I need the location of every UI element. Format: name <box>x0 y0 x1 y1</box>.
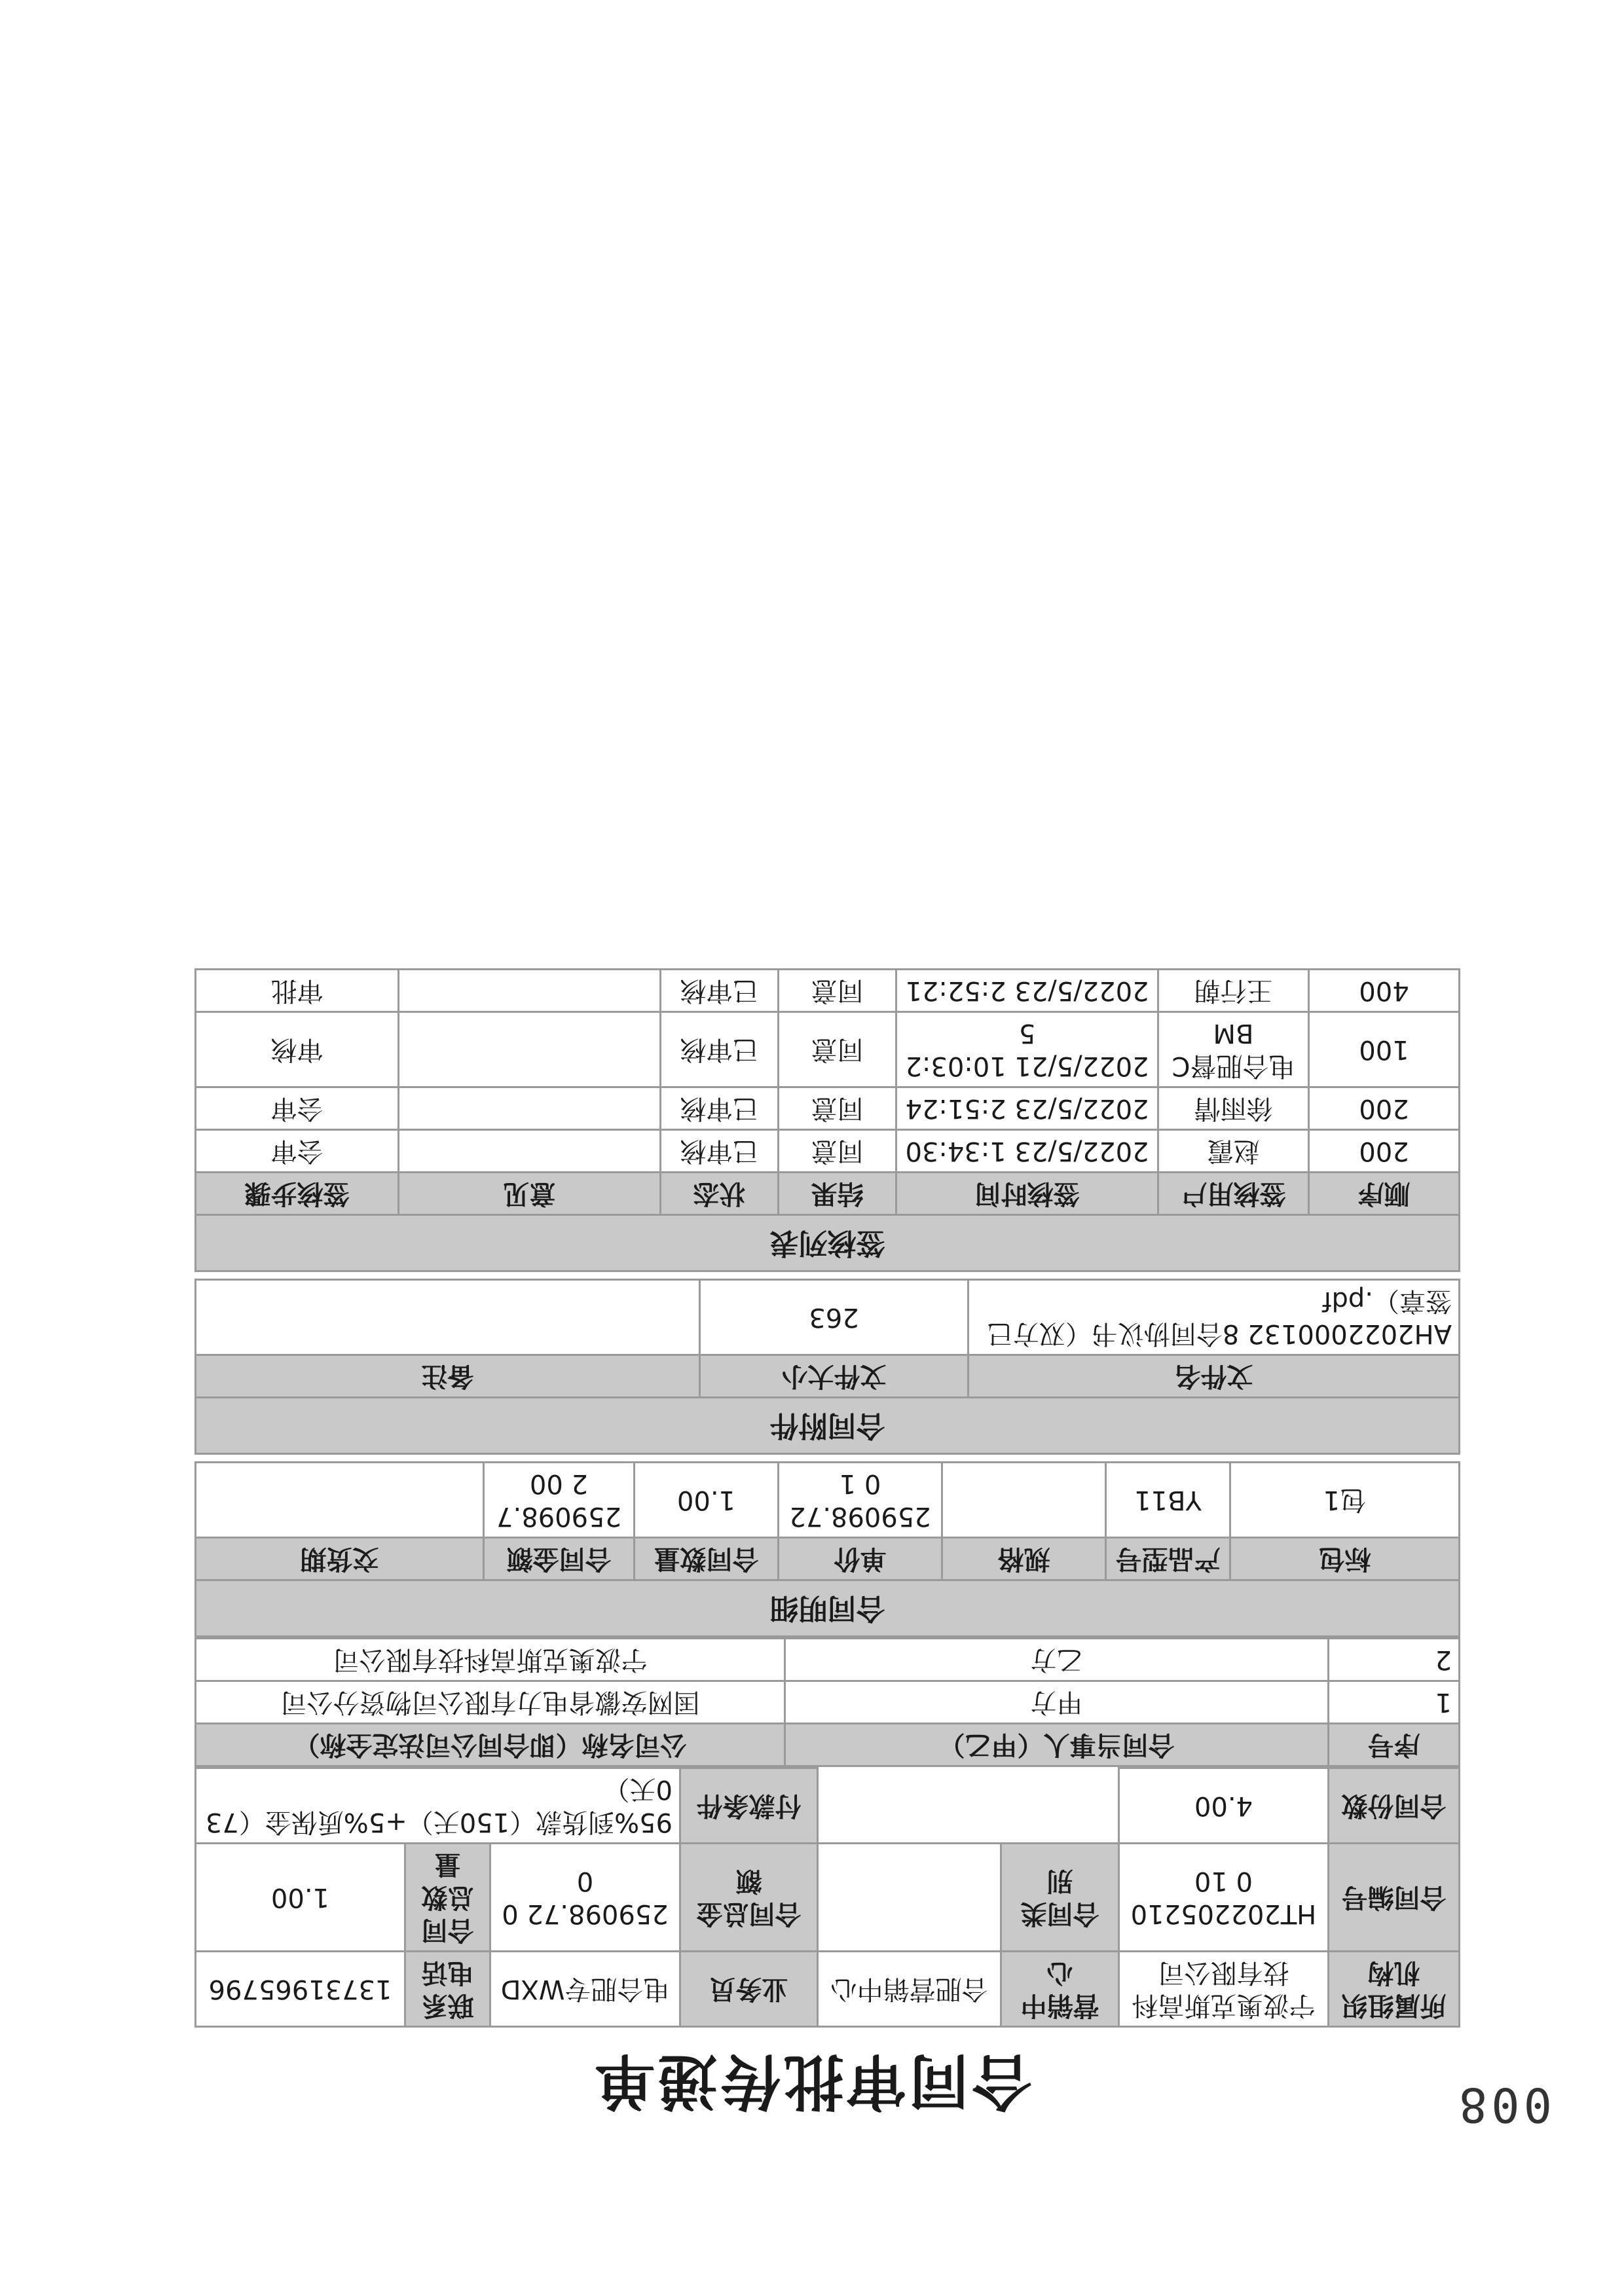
approval-order: 200 <box>1309 1087 1460 1130</box>
details-header-delivery: 交货期 <box>195 1538 483 1580</box>
table-row <box>195 1280 1459 1355</box>
header-row-2 <box>196 1844 1460 1952</box>
copies-value: 4.00 <box>1119 1768 1329 1844</box>
approvals-header-user: 签核用户 <box>1158 1173 1309 1215</box>
attachments-header-name: 文件名 <box>969 1355 1460 1398</box>
attachments-section-title: 合同附件 <box>195 1398 1459 1454</box>
table-row <box>196 1681 1460 1724</box>
approval-user: 王行朝 <box>1158 970 1309 1012</box>
details-section-row <box>195 1580 1459 1637</box>
approval-order: 400 <box>1309 970 1460 1012</box>
total-qty-value: 1.00 <box>196 1844 405 1952</box>
phone-label: 联系电话 <box>405 1952 490 2027</box>
contract-type-value <box>818 1844 1001 1952</box>
table-row <box>195 1012 1459 1087</box>
details-header-lot: 标包 <box>1230 1538 1460 1580</box>
parties-header-role: 合同当事人（甲乙） <box>785 1724 1329 1766</box>
total-amount-label: 合同总金额 <box>680 1844 818 1952</box>
total-qty-label: 合同总数量 <box>405 1844 490 1952</box>
party-no: 2 <box>1329 1639 1460 1681</box>
header-table <box>194 1767 1460 2028</box>
approval-user: 徐雨情 <box>1158 1087 1309 1130</box>
approval-opinion <box>399 970 661 1012</box>
details-header-price: 单价 <box>779 1538 942 1580</box>
details-header-model: 产品型号 <box>1106 1538 1230 1580</box>
contract-no-label: 合同编号 <box>1329 1844 1460 1952</box>
approval-result: 同意 <box>779 970 896 1012</box>
phone-value: 13731965796 <box>196 1952 405 2027</box>
details-header-qty: 合同数量 <box>635 1538 779 1580</box>
approval-user: 赵霞 <box>1158 1130 1309 1173</box>
approvals-header-row <box>195 1173 1459 1215</box>
approvals-header-step: 签核步骤 <box>195 1173 398 1215</box>
approval-order: 100 <box>1309 1012 1460 1087</box>
center-label: 营销中心 <box>1001 1952 1119 2027</box>
details-table <box>194 1461 1460 1637</box>
attachment-note <box>195 1280 699 1355</box>
detail-spec <box>942 1463 1106 1538</box>
approval-form <box>196 968 1460 2028</box>
attachments-header-size: 文件大小 <box>700 1355 969 1398</box>
party-role: 甲方 <box>785 1681 1329 1724</box>
approval-result: 同意 <box>779 1130 896 1173</box>
salesman-value: 电合肥专WXD <box>490 1952 680 2027</box>
parties-table <box>194 1637 1460 1767</box>
header-row-3 <box>196 1768 1460 1844</box>
approval-result: 同意 <box>779 1087 896 1130</box>
copies-label: 合同份数 <box>1329 1768 1460 1844</box>
approvals-header-order: 顺序 <box>1309 1173 1460 1215</box>
details-header-spec: 规格 <box>942 1538 1106 1580</box>
header-row-1 <box>196 1952 1460 2027</box>
detail-amount: 259098.72 00 <box>484 1463 635 1538</box>
payment-value: 95%到货款（150天）+5%质保金（730天） <box>196 1768 680 1844</box>
approvals-section-row <box>195 1215 1459 1271</box>
approval-step: 会审 <box>195 1130 398 1173</box>
approval-time: 2022/5/23 1:34:30 <box>896 1130 1158 1173</box>
attachments-header-row <box>195 1355 1459 1398</box>
approval-order: 200 <box>1309 1130 1460 1173</box>
approval-user: 电合肥督CBM <box>1158 1012 1309 1087</box>
detail-qty: 1.00 <box>635 1463 779 1538</box>
detail-delivery <box>195 1463 483 1538</box>
details-section-title: 合同明细 <box>195 1580 1459 1637</box>
payment-label: 付款条件 <box>680 1768 818 1844</box>
approvals-header-result: 结果 <box>779 1173 896 1215</box>
approvals-section-title: 签核列表 <box>195 1215 1459 1271</box>
attachments-table <box>194 1279 1460 1455</box>
table-row <box>195 970 1459 1012</box>
party-company: 宁波奥克斯高科技有限公司 <box>196 1639 785 1681</box>
approval-time: 2022/5/23 2:52:21 <box>896 970 1158 1012</box>
attachments-header-note: 备注 <box>195 1355 699 1398</box>
detail-price: 259098.720 1 <box>779 1463 942 1538</box>
approval-step: 会审 <box>195 1087 398 1130</box>
attachment-name[interactable]: AH2022000132 8合同协议书（双方已签章）.pdf <box>969 1280 1460 1355</box>
page-number-stamp: 008 <box>1454 2077 1552 2132</box>
approval-time: 2022/5/23 2:51:24 <box>896 1087 1158 1130</box>
approvals-header-time: 签核时间 <box>896 1173 1158 1215</box>
attachments-section-row <box>195 1398 1459 1454</box>
center-value: 合肥营销中心 <box>818 1952 1001 2027</box>
approval-step: 审核 <box>195 1012 398 1087</box>
approval-result: 同意 <box>779 1012 896 1087</box>
approvals-header-opinion: 意见 <box>399 1173 661 1215</box>
approval-status: 已审核 <box>661 1130 779 1173</box>
approval-time: 2022/5/21 10:03:25 <box>896 1012 1158 1087</box>
org-value: 宁波奥克斯高科技有限公司 <box>1119 1952 1329 2027</box>
detail-model: YB11 <box>1106 1463 1230 1538</box>
total-amount-value: 259098.72 00 <box>490 1844 680 1952</box>
attachment-size: 263 <box>700 1280 969 1355</box>
approval-opinion <box>399 1012 661 1087</box>
contract-type-label: 合同类别 <box>1001 1844 1119 1952</box>
approval-opinion <box>399 1087 661 1130</box>
parties-header-company: 公司名称（即合同公司法定全称） <box>196 1724 785 1766</box>
details-header-amount: 合同金额 <box>484 1538 635 1580</box>
details-header-row <box>195 1538 1459 1580</box>
detail-lot: 包1 <box>1230 1463 1460 1538</box>
table-row <box>196 1639 1460 1681</box>
approvals-table <box>194 968 1460 1272</box>
table-row <box>195 1087 1459 1130</box>
approval-status: 已审核 <box>661 1087 779 1130</box>
approval-opinion <box>399 1130 661 1173</box>
org-label: 所属组织机构 <box>1329 1952 1460 2027</box>
table-row <box>195 1463 1459 1538</box>
parties-header-no: 序号 <box>1329 1724 1460 1766</box>
contract-no-value: HT2022052100 10 <box>1119 1844 1329 1952</box>
party-no: 1 <box>1329 1681 1460 1724</box>
approval-status: 已审核 <box>661 1012 779 1087</box>
table-row <box>195 1130 1459 1173</box>
approvals-header-status: 状态 <box>661 1173 779 1215</box>
approval-status: 已审核 <box>661 970 779 1012</box>
party-role: 乙方 <box>785 1639 1329 1681</box>
page-title: 合同审批传递单 <box>592 2046 1033 2116</box>
party-company: 国网安徽省电力有限公司物资分公司 <box>196 1681 785 1724</box>
salesman-label: 业务员 <box>680 1952 818 2027</box>
approval-step: 审批 <box>195 970 398 1012</box>
parties-header-row <box>196 1724 1460 1766</box>
